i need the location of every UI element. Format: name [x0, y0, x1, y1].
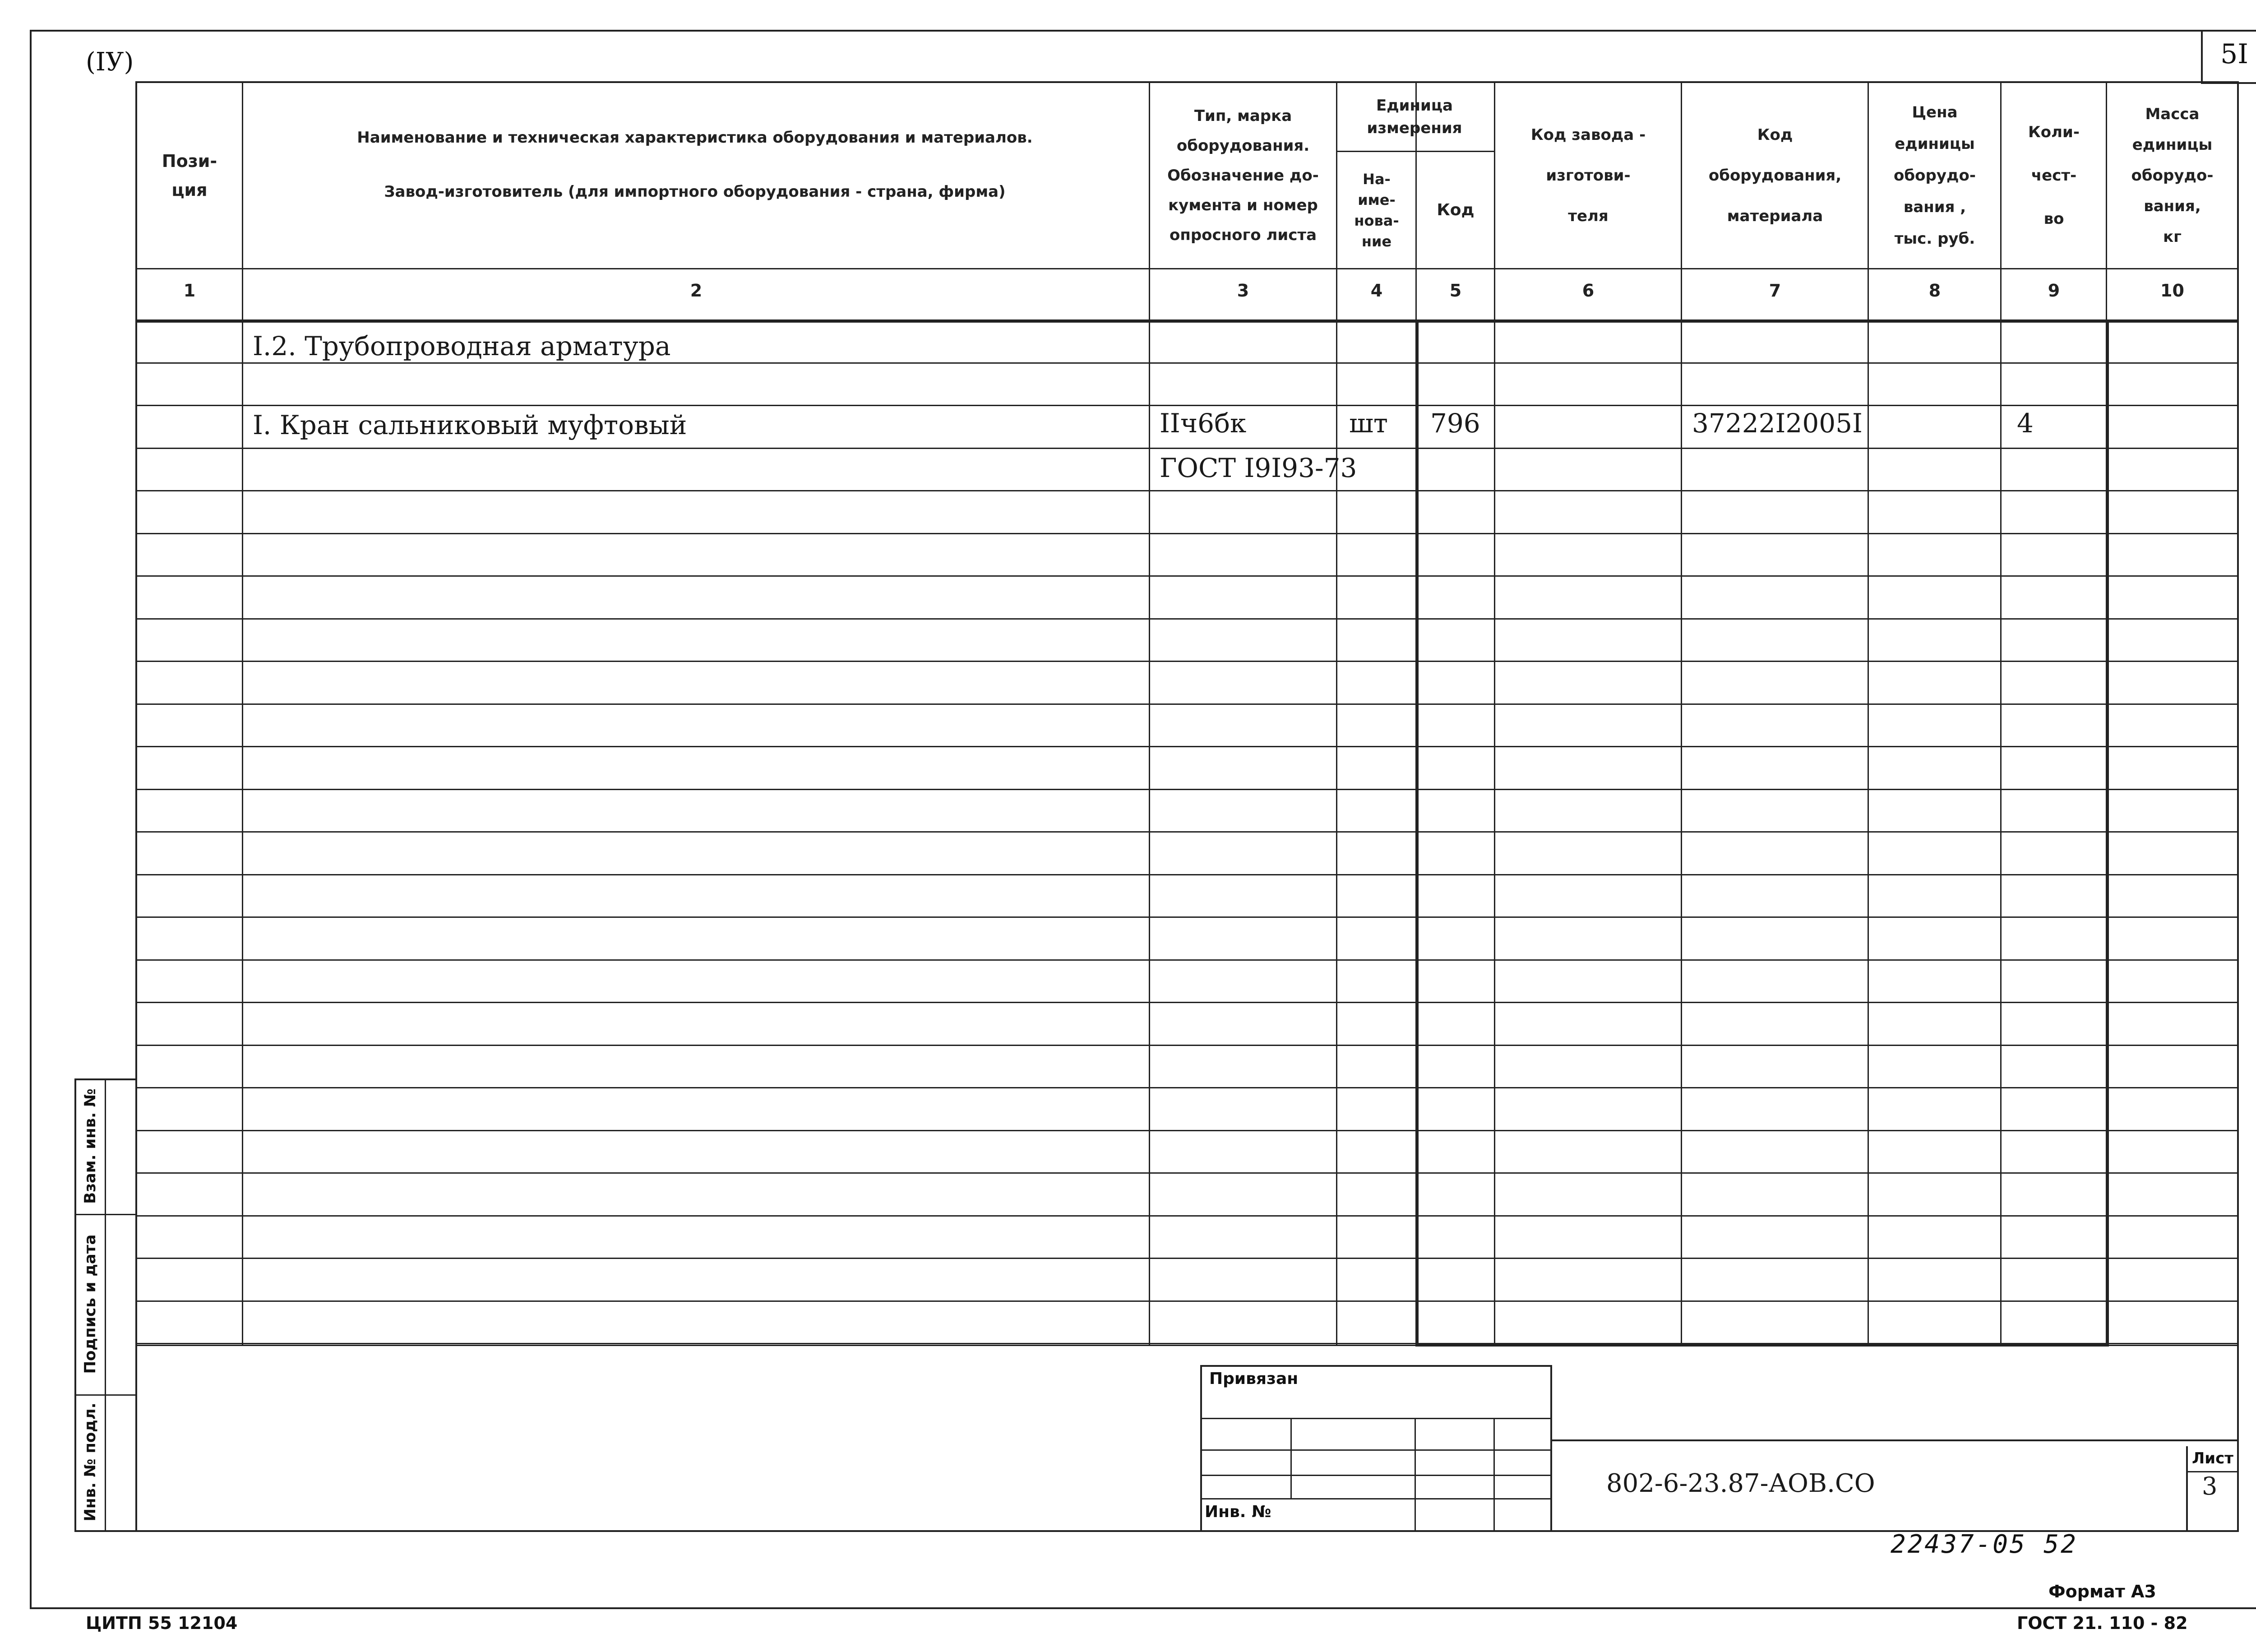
binding-label: Привязан [1209, 1370, 1299, 1388]
item-equipment-code: 37222I2005I [1692, 408, 1863, 439]
header-type: Тип, марка оборудования. Обозначение до- кумента и номер опросного листа [1167, 107, 1319, 244]
binding-divider [1415, 1418, 1416, 1532]
table-rule [135, 1172, 2239, 1174]
header-unit-name: На- име- нова- ние [1354, 171, 1399, 250]
table-rule [135, 319, 2239, 323]
header-quantity: Коли- чест- во [2028, 123, 2080, 228]
table-rule [135, 661, 2239, 662]
binding-divider [1200, 1475, 1552, 1476]
table-rule [135, 874, 2239, 875]
table-rule [135, 490, 2239, 491]
col-number: 8 [1928, 281, 1941, 301]
binding-divider [1493, 1418, 1495, 1532]
table-rule [1868, 81, 1869, 1345]
header-mass: Масса единицы оборудо- вания, кг [2131, 105, 2214, 246]
header-name-line2: Завод-изготовитель (для импортного оборудования - страна, фирма) [384, 183, 1006, 201]
table-rule [135, 1087, 2239, 1088]
col-number: 9 [2048, 281, 2060, 301]
sheet-roman-mark: (IУ) [86, 47, 134, 77]
table-rule [135, 1300, 2239, 1302]
binding-divider [1200, 1418, 1552, 1419]
header-unit-code: Код [1437, 201, 1475, 219]
table-rule [1336, 151, 1494, 152]
stamp-signature-date: Подпись и дата [81, 1234, 99, 1374]
binding-divider [1200, 1498, 1552, 1499]
side-stamp-divider [105, 1078, 106, 1532]
col-number: 10 [2160, 281, 2184, 301]
table-rule [135, 831, 2239, 833]
sheet-label: Лист [2192, 1449, 2233, 1467]
stamp-replacement-inv: Взам. инв. № [81, 1088, 99, 1204]
item-unit-code: 796 [1430, 408, 1480, 439]
stamp-original-inv: Инв. № подл. [81, 1402, 99, 1522]
table-rule [135, 916, 2239, 918]
table-rule [135, 1258, 2239, 1259]
page-number: 5I [2220, 38, 2248, 70]
header-position: Пози- ция [162, 151, 217, 200]
table-rule [135, 1002, 2239, 1003]
item-quantity: 4 [2017, 408, 2034, 439]
table-rule [135, 405, 2239, 406]
col-number: 6 [1582, 281, 1595, 301]
handwritten-number: 22437-05 52 [1891, 1530, 2078, 1559]
table-rule [1415, 1343, 2109, 1347]
col-number: 4 [1370, 281, 1383, 301]
table-rule [1336, 81, 1337, 1345]
table-rule [135, 703, 2239, 705]
table-rule [2000, 81, 2002, 1345]
item-unit: шт [1349, 408, 1388, 439]
table-rule [135, 789, 2239, 790]
inventory-label: Инв. № [1205, 1503, 1271, 1521]
table-rule [242, 81, 243, 1345]
table-rule [135, 1130, 2239, 1131]
table-rule [135, 268, 2239, 269]
col-number: 5 [1449, 281, 1462, 301]
table-rule [135, 1215, 2239, 1217]
binding-divider [1200, 1449, 1552, 1451]
col-number: 2 [690, 281, 703, 301]
table-rule [135, 362, 2239, 364]
col-number: 1 [183, 281, 196, 301]
header-equipment-code: Код оборудования, материала [1708, 126, 1842, 225]
item-name: I. Кран сальниковый муфтовый [253, 410, 687, 440]
section-title: I.2. Трубопроводная арматура [253, 331, 671, 361]
item-document: ГОСТ I9I93-73 [1160, 453, 1357, 483]
table-rule [135, 575, 2239, 577]
table-rule [1681, 81, 1682, 1345]
table-rule [135, 533, 2239, 534]
table-rule [135, 1045, 2239, 1046]
format-label: Формат А3 [2048, 1582, 2156, 1601]
header-unit: Единица измерения [1367, 97, 1462, 137]
footer-left-code: ЦИТП 55 12104 [86, 1613, 238, 1633]
header-name-line1: Наименование и техническая характеристика оборудования и материалов. [357, 129, 1033, 147]
header-factory-code: Код завода - изготови- теля [1530, 126, 1646, 225]
table-rule [135, 746, 2239, 747]
table-rule [1494, 81, 1495, 1345]
table-rule [1149, 81, 1150, 1345]
sheet-number: 3 [2202, 1472, 2218, 1500]
table-rule [135, 618, 2239, 620]
header-price: Цена единицы оборудо- вания , тыс. руб. [1894, 103, 1976, 248]
item-type: IIч6бк [1160, 408, 1247, 439]
table-rule [135, 448, 2239, 449]
binding-divider [1290, 1418, 1292, 1498]
footer-standard: ГОСТ 21. 110 - 82 [2017, 1613, 2188, 1633]
col-number: 3 [1237, 281, 1249, 301]
document-code: 802-6-23.87-АОВ.СО [1606, 1469, 1875, 1498]
table-rule [2000, 319, 2106, 323]
col-number: 7 [1769, 281, 1781, 301]
table-rule [135, 959, 2239, 961]
